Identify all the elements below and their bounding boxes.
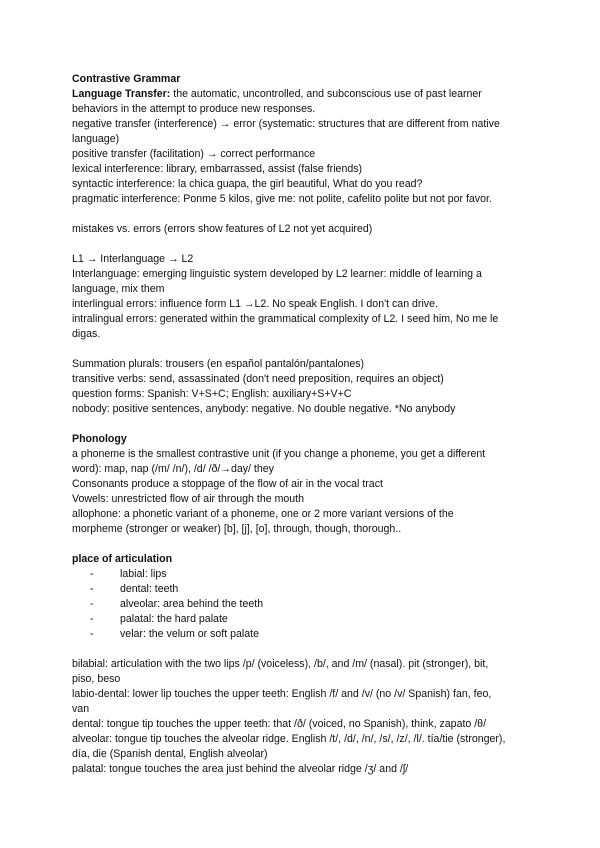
alveolar-line-2: día, die (Spanish dental, English alveolar) — [72, 748, 268, 760]
allophone-line-1: allophone: a phonetic variant of a phoneme, one or 2 more variant versions of the — [72, 508, 454, 520]
interlanguage-definition-line-2: language, mix them — [72, 283, 165, 295]
dash-bullet: - — [90, 583, 94, 595]
intralingual-errors-line-1: intralingual errors: generated within the grammatical complexity of L2. I seed him, No me le — [72, 313, 499, 325]
language-transfer-definition: the automatic, uncontrolled, and subconscious use of past learner — [170, 88, 482, 100]
spacer — [72, 207, 542, 222]
language-transfer-line-1 — [72, 87, 542, 102]
bilabial-line-2: piso, beso — [72, 673, 121, 685]
list-item — [72, 582, 542, 597]
list-item-text: alveolar: area behind the teeth — [120, 598, 264, 610]
spacer — [72, 417, 542, 432]
section-title-place-of-articulation: place of articulation — [72, 553, 173, 565]
bilabial-line-1: bilabial: articulation with the two lips /p/ (voiceless), /b/, and /m/ (nasal). pit (stronger), bit, — [72, 658, 489, 670]
list-item — [72, 612, 542, 627]
phoneme-definition-line-2: word): map, nap (/m/ /n/), /d/ /ð/→day/ they — [72, 463, 274, 475]
lexical-interference-line: lexical interference: library, embarrassed, assist (false friends) — [72, 163, 363, 175]
list-item — [72, 567, 542, 582]
interlanguage-definition-line-1: Interlanguage: emerging linguistic system developed by L2 learner: middle of learning a — [72, 268, 482, 280]
language-transfer-line-2: behaviors in the attempt to produce new responses. — [72, 103, 316, 115]
list-item — [72, 597, 542, 612]
vowels-line: Vowels: unrestricted flow of air through the mouth — [72, 493, 305, 505]
interlanguage-flow-line: L1 → Interlanguage → L2 — [72, 253, 194, 265]
alveolar-line-1: alveolar: tongue tip touches the alveolar ridge. English /t/, /d/, /n/, /s/, /z/, /l/. tía/tie (stronger), — [72, 733, 506, 745]
summation-plurals-line: Summation plurals: trousers (en español pantalón/pantalones) — [72, 358, 365, 370]
intralingual-errors-line-2: digas. — [72, 328, 101, 340]
dash-bullet: - — [90, 568, 94, 580]
negative-transfer-line-1: negative transfer (interference) → error (systematic: structures that are different from native — [72, 118, 500, 130]
negative-transfer-line-2: language) — [72, 133, 120, 145]
dash-bullet: - — [90, 598, 94, 610]
allophone-line-2: morpheme (stronger or weaker) [b], [j], [o], through, though, thorough.. — [72, 523, 402, 535]
question-forms-line: question forms: Spanish: V+S+C; English: auxiliary+S+V+C — [72, 388, 352, 400]
list-item — [72, 627, 542, 642]
section-title-phonology: Phonology — [72, 433, 127, 445]
spacer — [72, 537, 542, 552]
dental-line: dental: tongue tip touches the upper teeth: that /ð/ (voiced, no Spanish), think, zapato /θ/ — [72, 718, 487, 730]
palatal-line: palatal: tongue touches the area just behind the alveolar ridge /ʒ/ and /ʃ/ — [72, 763, 409, 775]
labio-dental-line-1: labio-dental: lower lip touches the upper teeth: English /f/ and /v/ (no /v/ Spanish) fan, feo, — [72, 688, 492, 700]
spacer — [72, 342, 542, 357]
interlingual-errors-line: interlingual errors: influence form L1 →L2. No speak English. I don't can drive. — [72, 298, 438, 310]
list-item-text: dental: teeth — [120, 583, 179, 595]
phoneme-definition-line-1: a phoneme is the smallest contrastive unit (if you change a phoneme, you get a different — [72, 448, 486, 460]
labio-dental-line-2: van — [72, 703, 90, 715]
list-item-text: labial: lips — [120, 568, 167, 580]
list-item-text: velar: the velum or soft palate — [120, 628, 259, 640]
consonants-line: Consonants produce a stoppage of the flow of air in the vocal tract — [72, 478, 383, 490]
language-transfer-term: Language Transfer: — [72, 88, 171, 100]
spacer — [72, 642, 542, 657]
syntactic-interference-line: syntactic interference: la chica guapa, the girl beautiful, What do you read? — [72, 178, 423, 190]
pragmatic-interference-line: pragmatic interference: Ponme 5 kilos, give me: not polite, cafelito polite but not por favor. — [72, 193, 492, 205]
dash-bullet: - — [90, 628, 94, 640]
nobody-anybody-line: nobody: positive sentences, anybody: negative. No double negative. *No anybody — [72, 403, 456, 415]
transitive-verbs-line: transitive verbs: send, assassinated (don't need preposition, requires an object) — [72, 373, 444, 385]
spacer — [72, 237, 542, 252]
section-title-contrastive-grammar: Contrastive Grammar — [72, 73, 181, 85]
positive-transfer-line: positive transfer (facilitation) → correct performance — [72, 148, 316, 160]
mistakes-vs-errors-line: mistakes vs. errors (errors show features of L2 not yet acquired) — [72, 223, 373, 235]
list-item-text: palatal: the hard palate — [120, 613, 228, 625]
document-page — [72, 72, 542, 777]
dash-bullet: - — [90, 613, 94, 625]
place-of-articulation-list — [72, 567, 542, 642]
